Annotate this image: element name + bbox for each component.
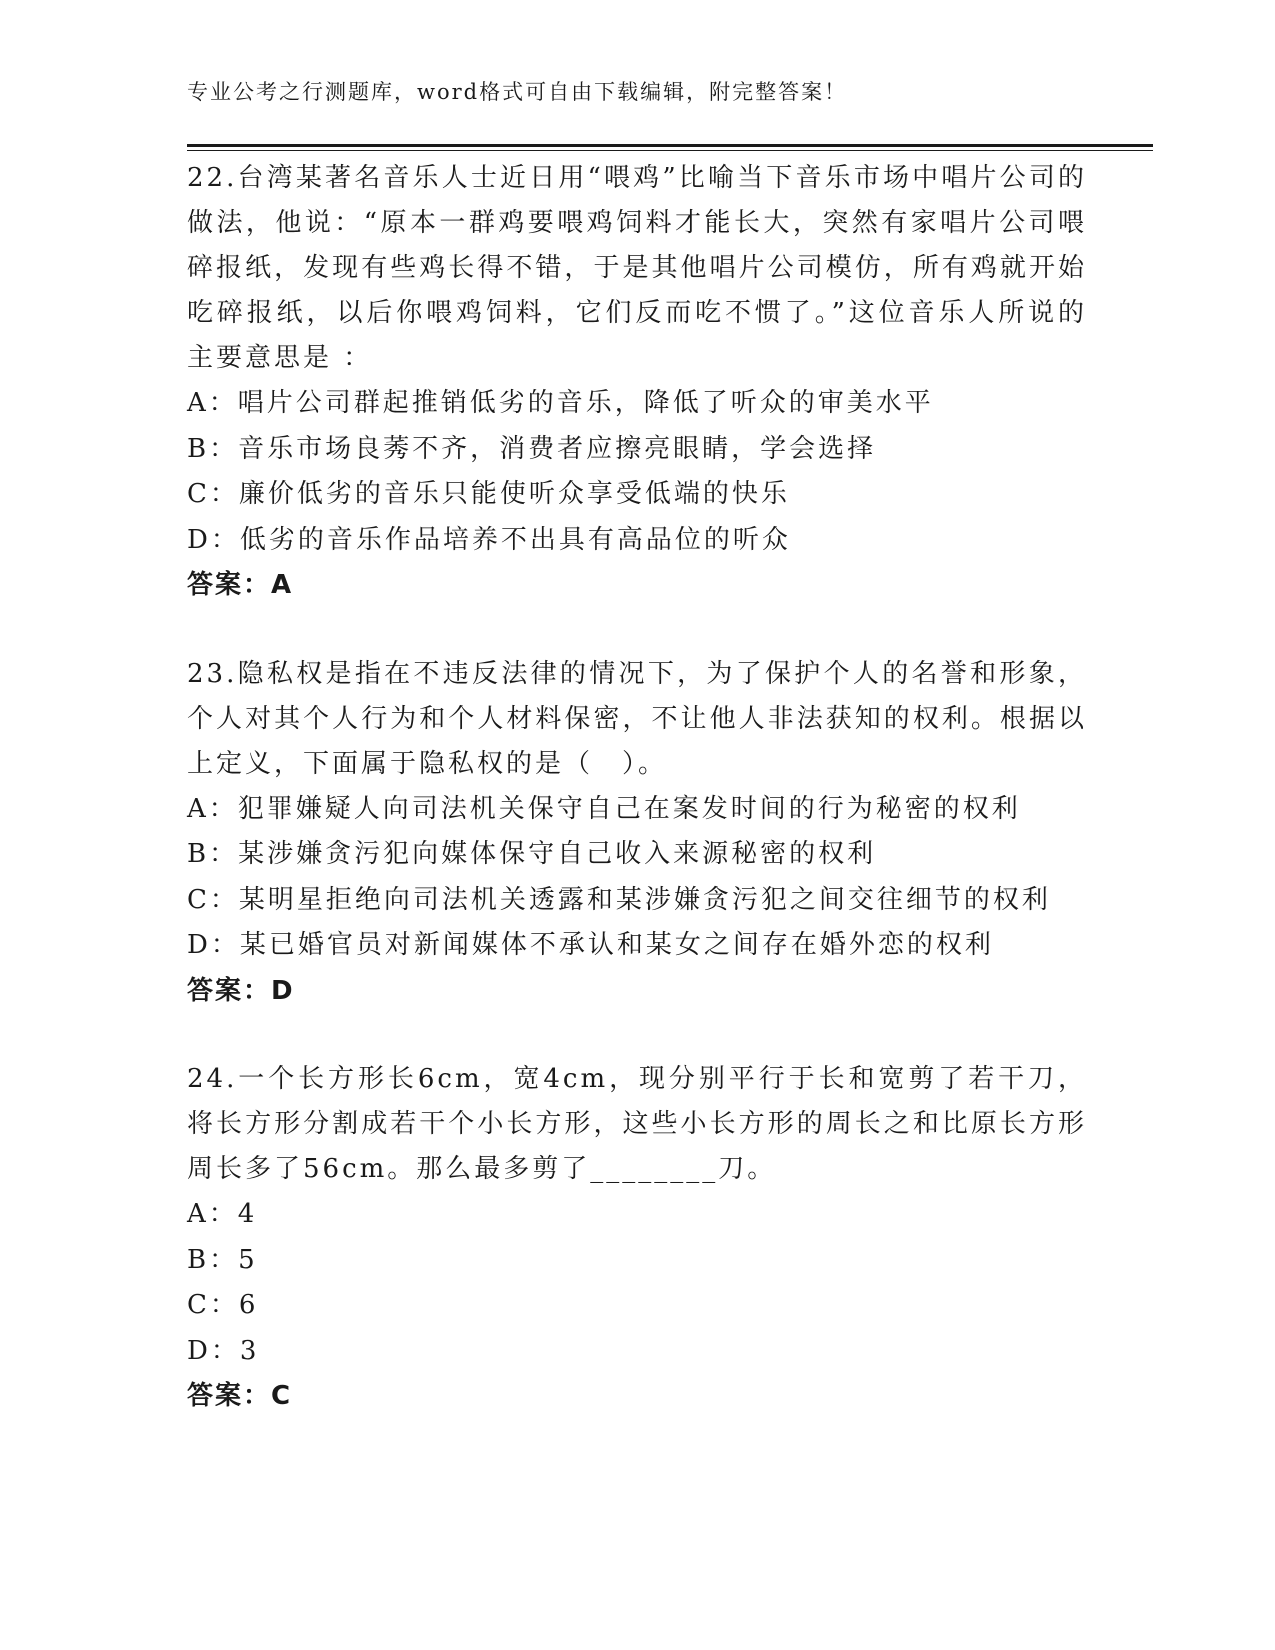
question-23 xyxy=(187,652,1087,1015)
option-d: D：某已婚官员对新闻媒体不承认和某女之间存在婚外恋的权利 xyxy=(187,930,994,960)
option-a: A：唱片公司群起推销低劣的音乐，降低了听众的审美水平 xyxy=(187,388,934,418)
option-c: C：某明星拒绝向司法机关透露和某涉嫌贪污犯之间交往细节的权利 xyxy=(187,884,1051,915)
option-c: C：廉价低劣的音乐只能使听众享受低端的快乐 xyxy=(187,479,790,509)
option-d: D：3 xyxy=(187,1335,260,1366)
answer-line: 答案：D xyxy=(187,975,295,1006)
question-text: 22.台湾某著名音乐人士近日用“喂鸡”比喻当下音乐市场中唱片公司的做法，他说：“原本一群鸡要喂鸡饲料才能长大，突然有家唱片公司喂碎报纸，发现有些鸡长得不错，于是其他唱片公司模仿，所有鸡就开始吃碎报纸，以后你喂鸡饲料，它们反而吃不惯了。”这位音乐人所说的主要意思是 ： xyxy=(187,163,1087,373)
question-22 xyxy=(187,156,1087,609)
question-text: 24.一个长方形长6cm，宽4cm，现分别平行于长和宽剪了若干刀，将长方形分割成若干个小长方形，这些小长方形的周长之和比原长方形周长多了56cm。那么最多剪了________刀。 xyxy=(187,1064,1087,1184)
header-divider-thin xyxy=(187,150,1153,151)
header-divider-thick xyxy=(187,144,1153,147)
answer-line: 答案：C xyxy=(187,1381,293,1411)
question-24 xyxy=(187,1057,1087,1420)
option-a: A：犯罪嫌疑人向司法机关保守自己在案发时间的行为秘密的权利 xyxy=(187,793,1021,824)
option-b: B：音乐市场良莠不齐，消费者应擦亮眼睛，学会选择 xyxy=(187,433,877,464)
answer-line: 答案：A xyxy=(187,570,294,600)
question-text: 23.隐私权是指在不违反法律的情况下，为了保护个人的名誉和形象，个人对其个人行为和个人材料保密，不让他人非法获知的权利。根据以上定义，下面属于隐私权的是（ ）。 xyxy=(187,658,1087,779)
option-a: A：4 xyxy=(187,1199,258,1229)
page-header: 专业公考之行测题库，word格式可自由下载编辑，附完整答案！ xyxy=(187,80,848,104)
option-c: C：6 xyxy=(187,1290,259,1320)
option-b: B：5 xyxy=(187,1244,258,1275)
question-list xyxy=(187,156,1087,1420)
option-b: B：某涉嫌贪污犯向媒体保守自己收入来源秘密的权利 xyxy=(187,839,877,869)
option-d: D：低劣的音乐作品培养不出具有高品位的听众 xyxy=(187,524,791,555)
